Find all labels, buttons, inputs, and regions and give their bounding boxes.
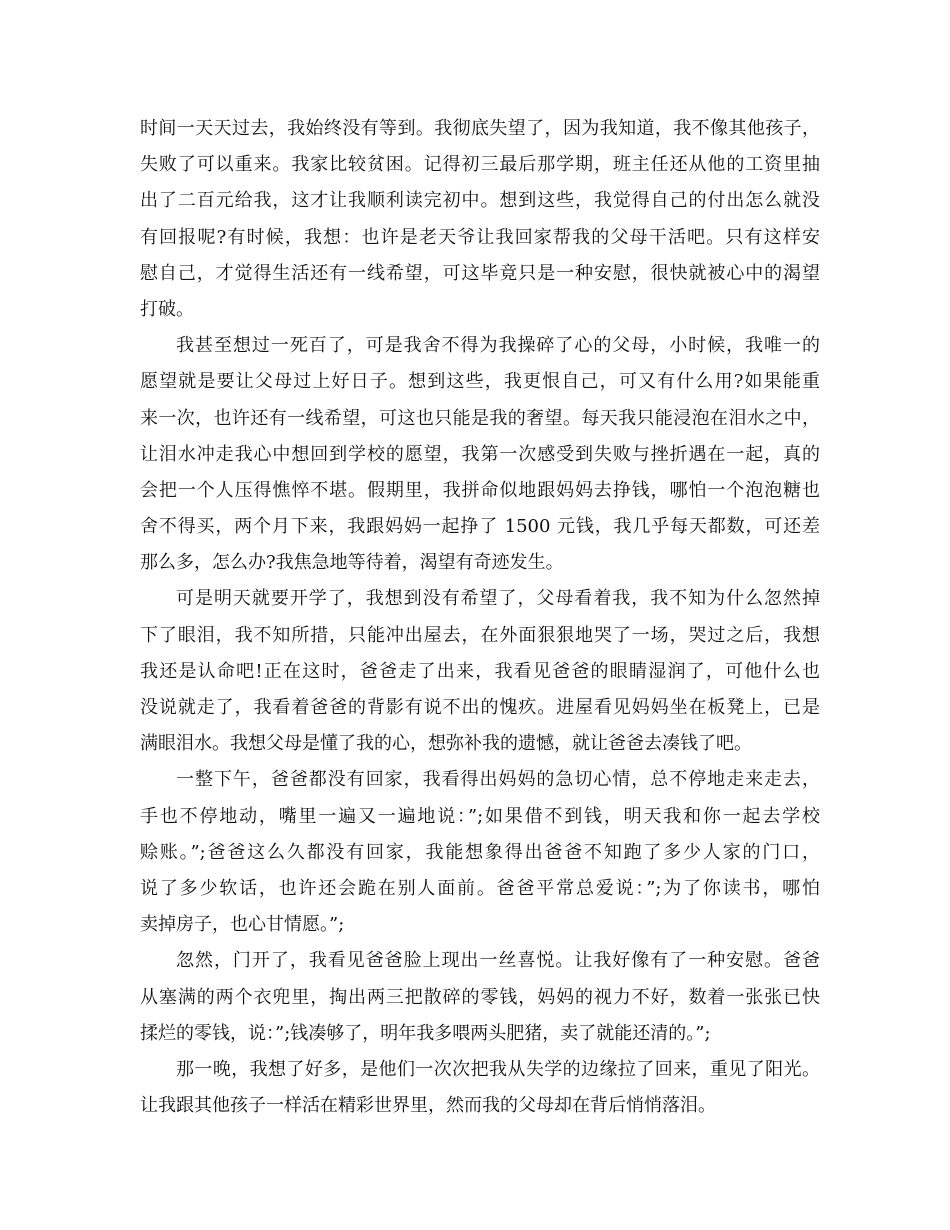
paragraph-1	[140, 111, 820, 328]
paragraph-4	[140, 762, 820, 943]
text-line: 让我跟其他孩子一样活在精彩世界里，然而我的父母却在背后悄悄落泪。	[140, 1095, 716, 1117]
text-line: 卖掉房子，也心甘情愿。”;	[140, 914, 345, 936]
text-line: 失败了可以重来。我家比较贫困。记得初三最后那学期，班主任还从他的工资里抽	[140, 154, 820, 176]
text-line: 愿望就是要让父母过上好日子。想到这些，我更恨自己，可又有什么用?如果能重	[140, 371, 820, 393]
text-line: 有回报呢?有时候，我想：也许是老天爷让我回家帮我的父母干活吧。只有这样安	[140, 226, 820, 248]
text-line: 可是明天就要开学了，我想到没有希望了，父母看着我，我不知为什么忽然掉	[176, 588, 820, 610]
paragraph-6	[140, 1052, 820, 1124]
text-line: 忽然，门开了，我看见爸爸脸上现出一丝喜悦。让我好像有了一种安慰。爸爸	[176, 950, 820, 972]
text-line: 出了二百元给我，这才让我顺利读完初中。想到这些，我觉得自己的付出怎么就没	[140, 190, 820, 212]
text-line: 打破。	[140, 298, 194, 320]
text-line: 那么多，怎么办?我焦急地等待着，渴望有奇迹发生。	[140, 552, 564, 574]
text-line: 从塞满的两个衣兜里，掏出两三把散碎的零钱，妈妈的视力不好，数着一张张已快	[140, 986, 820, 1008]
document-body	[140, 111, 820, 1124]
text-line: 来一次，也许还有一线希望，可这也只能是我的奢望。每天我只能浸泡在泪水之中，	[140, 407, 820, 429]
text-line: 揉烂的零钱，说：”;钱凑够了，明年我多喂两头肥猪，卖了就能还清的。”;	[140, 1022, 711, 1044]
paragraph-5	[140, 943, 820, 1052]
text-line: 时间一天天过去，我始终没有等到。我彻底失望了，因为我知道，我不像其他孩子，	[140, 118, 820, 139]
paragraph-3	[140, 581, 820, 762]
text-line: 一整下午，爸爸都没有回家，我看得出妈妈的急切心情，总不停地走来走去，	[176, 769, 820, 791]
text-line: 说了多少软话，也许还会跪在别人面前。爸爸平常总爱说：”;为了你读书，哪怕	[140, 877, 820, 899]
text-line: 那一晚，我想了好多，是他们一次次把我从失学的边缘拉了回来，重见了阳光。	[176, 1058, 820, 1080]
text-line: 慰自己，才觉得生活还有一线希望，可这毕竟只是一种安慰，很快就被心中的渴望	[140, 262, 820, 284]
text-line: 会把一个人压得憔悴不堪。假期里，我拼命似地跟妈妈去挣钱，哪怕一个泡泡糖也	[140, 479, 820, 501]
text-line: 没说就走了，我看着爸爸的背影有说不出的愧疚。进屋看见妈妈坐在板凳上，已是	[140, 697, 820, 718]
paragraph-2	[140, 328, 820, 581]
text-line: 下了眼泪，我不知所措，只能冲出屋去，在外面狠狠地哭了一场，哭过之后，我想	[140, 624, 820, 646]
text-line: 我甚至想过一死百了，可是我舍不得为我操碎了心的父母，小时候，我唯一的	[176, 335, 820, 357]
text-line: 满眼泪水。我想父母是懂了我的心，想弥补我的遗憾，就让爸爸去凑钱了吧。	[140, 733, 752, 755]
text-line: 舍不得买，两个月下来，我跟妈妈一起挣了 1500 元钱，我几乎每天都数，可还差	[140, 516, 820, 538]
text-line: 赊账。”;爸爸这么久都没有回家，我能想象得出爸爸不知跑了多少人家的门口，	[140, 841, 820, 863]
text-line: 我还是认命吧!正在这时，爸爸走了出来，我看见爸爸的眼睛湿润了，可他什么也	[140, 660, 820, 682]
text-line: 让泪水冲走我心中想回到学校的愿望，我第一次感受到失败与挫折遇在一起，真的	[140, 443, 820, 465]
text-line: 手也不停地动，嘴里一遍又一遍地说：”;如果借不到钱，明天我和你一起去学校	[140, 805, 820, 827]
